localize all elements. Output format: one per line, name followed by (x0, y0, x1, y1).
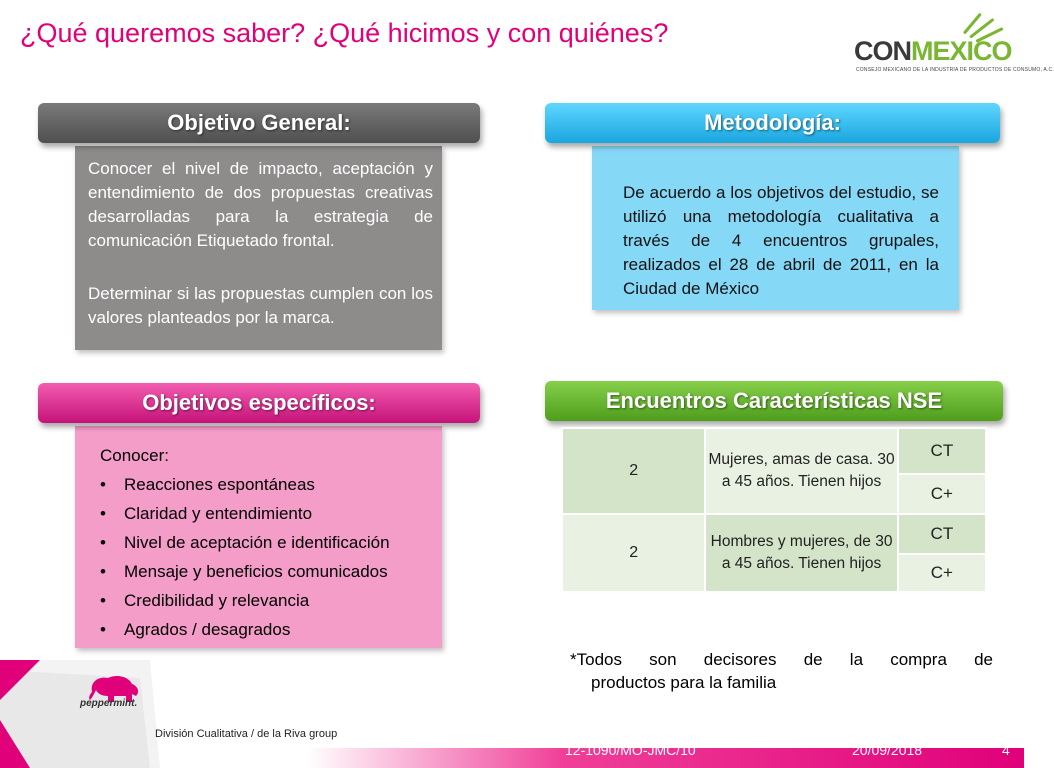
encuentros-header: Encuentros Características NSE (545, 381, 1003, 421)
footnote-line-2: productos para la familia (591, 673, 777, 692)
table-cell-nse: C+ (898, 474, 986, 514)
objetivo-general-text-1: Conocer el nivel de impacto, aceptación y entendimiento de dos propuestas creativas desarrolladas para la estrategia de comunicación Etiquetado frontal. (88, 159, 433, 250)
table-cell-description: Hombres y mujeres, de 30 a 45 años. Tienen hijos (705, 514, 897, 592)
page-number: 4 (1002, 742, 1010, 758)
bullet: • (100, 562, 106, 581)
list-item: • Nivel de aceptación e identificación (100, 528, 390, 557)
table-cell-nse: CT (898, 514, 986, 554)
table-cell-description: Mujeres, amas de casa. 30 a 45 años. Tienen hijos (705, 428, 897, 514)
metodologia-text: De acuerdo a los objetivos del estudio, se utilizó una metodología cualitativa a través de 4 encuentros grupales, realizados el 28 de abril de 2011, en la Ciudad de México (623, 183, 939, 298)
list-item: • Mensaje y beneficios comunicados (100, 557, 390, 586)
objetivos-especificos-list (100, 470, 390, 644)
bullet: • (100, 533, 106, 552)
conmexico-logo (852, 22, 1054, 80)
table-cell-count: 2 (562, 428, 705, 514)
table-cell-count: 2 (562, 514, 705, 592)
bullet: • (100, 620, 106, 639)
table-cell-nse: CT (898, 428, 986, 474)
objetivo-general-header: Objetivo General: (38, 103, 480, 143)
peppermint-logo-text: peppermint. (80, 698, 138, 709)
slide-title: ¿Qué queremos saber? ¿Qué hicimos y con quiénes? (20, 18, 669, 48)
footer-date: 20/09/2018 (852, 742, 923, 758)
bullet: • (100, 475, 106, 494)
table-cell-nse: C+ (898, 554, 986, 592)
footer-division: División Cualitativa / de la Riva group (155, 728, 338, 740)
metodologia-header: Metodología: (545, 103, 1000, 143)
footnote-line-1: *Todos son decisores de la compra de (570, 650, 993, 669)
logo-subtitle: CONSEJO MEXICANO DE LA INDUSTRIA DE PRODUCTOS DE CONSUMO, A.C. (856, 67, 1054, 73)
list-item: • Claridad y entendimiento (100, 499, 390, 528)
encuentros-table (561, 427, 987, 593)
table-row (562, 514, 986, 554)
bullet: • (100, 591, 106, 610)
footnote (570, 648, 993, 694)
footer-code: 12-1090/MO-JMC/10 (565, 742, 696, 758)
objetivos-especificos-intro: Conocer: (100, 446, 169, 465)
logo-wordmark: CONMEXICO (854, 36, 1012, 66)
objetivo-general-text-2: Determinar si las propuestas cumplen con los valores planteados por la marca. (88, 284, 433, 327)
list-item: • Reacciones espontáneas (100, 470, 390, 499)
table-row (562, 428, 986, 474)
list-item: • Agrados / desagrados (100, 615, 390, 644)
objetivos-especificos-header: Objetivos específicos: (38, 383, 480, 423)
bullet: • (100, 504, 106, 523)
list-item: • Credibilidad y relevancia (100, 586, 390, 615)
